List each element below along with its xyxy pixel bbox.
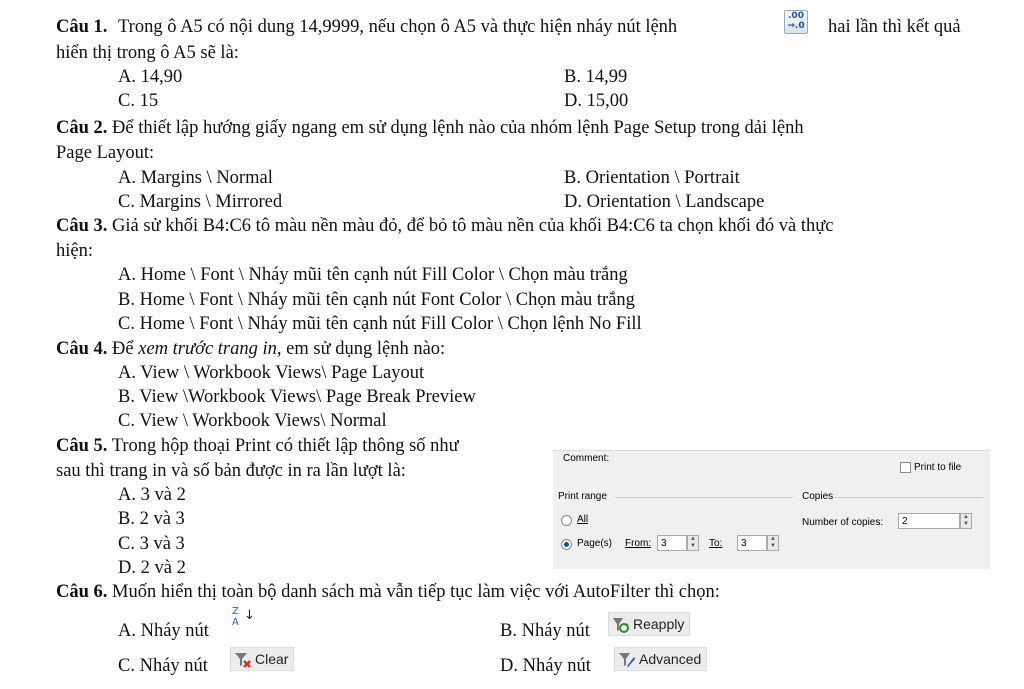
q6-line1: [56, 581, 720, 603]
q6-option-c: [118, 655, 208, 677]
q3-text-line2: hiện:: [56, 241, 93, 261]
q2-option-c: C. Margins \ Mirrored: [118, 192, 283, 212]
q4-option-c: C. View \ Workbook Views\ Normal: [118, 411, 387, 431]
q5-option-c: C. 3 và 3: [118, 534, 185, 554]
number-of-copies-input[interactable]: 2: [898, 513, 960, 529]
all-label: All: [577, 514, 589, 525]
q4-italic: xem trước trang in,: [138, 339, 282, 359]
comment-label: Comment:: [563, 453, 610, 464]
q6-text: Muốn hiển thị toàn bộ danh sách mà vẫn tiếp tục làm việc với AutoFilter thì chọn:: [112, 582, 720, 602]
from-label: From:: [625, 538, 652, 549]
q2-text: Để thiết lập hướng giấy ngang em sử dụng lệnh nào của nhóm lệnh Page Setup trong dải lệnh: [112, 118, 804, 138]
sort-a-text: A: [232, 617, 239, 628]
q6-option-b: [500, 620, 590, 642]
q1-text: Trong ô A5 có nội dung 14,9999, nếu chọn ô A5 và thực hiện nháy nút lệnh: [118, 17, 678, 37]
q3-option-b: B. Home \ Font \ Nháy mũi tên cạnh nút Font Color \ Chọn màu trắng: [118, 290, 635, 310]
q2-text-line2: Page Layout:: [56, 143, 155, 163]
to-input[interactable]: 3: [737, 535, 767, 551]
print-range-divider: [615, 497, 793, 498]
number-of-copies-label: Number of copies:: [802, 517, 884, 528]
q3-option-c: C. Home \ Font \ Nháy mũi tên cạnh nút Fill Color \ Chọn lệnh No Fill: [118, 314, 642, 334]
reapply-filter-icon: [612, 616, 630, 634]
q2-option-d: D. Orientation \ Landscape: [564, 192, 765, 212]
q5-number: Câu 5.: [56, 436, 108, 456]
q1-option-a: A. 14,90: [118, 67, 183, 87]
q5-option-d: D. 2 và 2: [118, 558, 186, 578]
decrease-decimal-icon: [784, 10, 808, 34]
q3-number: Câu 3.: [56, 216, 108, 236]
q1-number: Câu 1.: [56, 17, 108, 37]
print-to-file-label: Print to file: [914, 462, 962, 473]
print-range-label: Print range: [558, 491, 607, 502]
copies-divider: [835, 497, 983, 498]
reapply-label: Reapply: [633, 616, 685, 632]
q3-option-a: A. Home \ Font \ Nháy mũi tên cạnh nút Fill Color \ Chọn màu trắng: [118, 265, 628, 285]
q3-text: Giả sử khối B4:C6 tô màu nền màu đỏ, để bỏ tô màu nền của khối B4:C6 ta chọn khối đó và thực: [112, 216, 834, 236]
q2-number: Câu 2.: [56, 118, 108, 138]
icon-bottom-text: →.0: [787, 21, 805, 31]
advanced-filter-icon: [618, 651, 636, 669]
icon-top-text: .00: [788, 11, 804, 21]
q1-option-c: C. 15: [118, 91, 159, 111]
q6-option-b-text: B. Nháy nút: [500, 621, 590, 641]
q5-line1: [56, 435, 459, 457]
from-spinner[interactable]: ▲ ▼: [687, 535, 699, 551]
print-to-file-checkbox[interactable]: [900, 462, 911, 473]
q1-line1: [56, 16, 677, 38]
q6-option-d-text: D. Nháy nút: [500, 656, 591, 676]
q6-option-d: [500, 655, 591, 677]
copies-label: Copies: [802, 491, 834, 502]
q5-text: Trong hộp thoại Print có thiết lập thông số như: [111, 436, 459, 456]
q1-option-b: B. 14,99: [564, 67, 628, 87]
copies-spinner[interactable]: ▲ ▼: [960, 513, 972, 529]
q2-line1: [56, 117, 804, 139]
sort-arrow-icon: ↓: [244, 608, 255, 623]
q6-option-c-text: C. Nháy nút: [118, 656, 208, 676]
q1-option-d: D. 15,00: [564, 91, 629, 111]
sort-z-a-icon: [232, 606, 256, 632]
clear-filter-icon: [234, 651, 252, 669]
q1-text-cont: hai lần thì kết quả: [828, 17, 961, 37]
q6-number: Câu 6.: [56, 582, 108, 602]
q2-option-a: A. Margins \ Normal: [118, 168, 273, 188]
q4-option-b: B. View \Workbook Views\ Page Break Preview: [118, 387, 476, 407]
q4-post: em sử dụng lệnh nào:: [286, 339, 446, 359]
sort-z-text: Z: [232, 606, 239, 617]
q4-option-a: A. View \ Workbook Views\ Page Layout: [118, 363, 425, 383]
q2-option-b: B. Orientation \ Portrait: [564, 168, 740, 188]
clear-button[interactable]: [230, 647, 294, 671]
q4-line1: [56, 338, 445, 360]
q5-option-a: A. 3 và 2: [118, 485, 186, 505]
q4-number: Câu 4.: [56, 339, 108, 359]
q6-option-a-text: A. Nháy nút: [118, 621, 209, 641]
advanced-label: Advanced: [639, 651, 702, 667]
reapply-button[interactable]: [608, 612, 690, 636]
q5-text-line2: sau thì trang in và số bản được in ra lần lượt là:: [56, 461, 406, 481]
pages-radio[interactable]: [561, 539, 572, 550]
all-radio[interactable]: [561, 515, 572, 526]
q1-text-line2: hiển thị trong ô A5 sẽ là:: [56, 43, 239, 63]
clear-label: Clear: [255, 651, 289, 667]
q6-option-a: [118, 620, 209, 642]
advanced-button[interactable]: [614, 647, 707, 671]
q4-pre: Để: [112, 339, 134, 359]
pages-label: Page(s): [577, 538, 613, 549]
print-dialog: [553, 450, 990, 569]
to-label: To:: [709, 538, 723, 549]
q3-line1: [56, 215, 833, 237]
q5-option-b: B. 2 và 3: [118, 509, 185, 529]
to-spinner[interactable]: ▲ ▼: [767, 535, 779, 551]
from-input[interactable]: 3: [657, 535, 687, 551]
